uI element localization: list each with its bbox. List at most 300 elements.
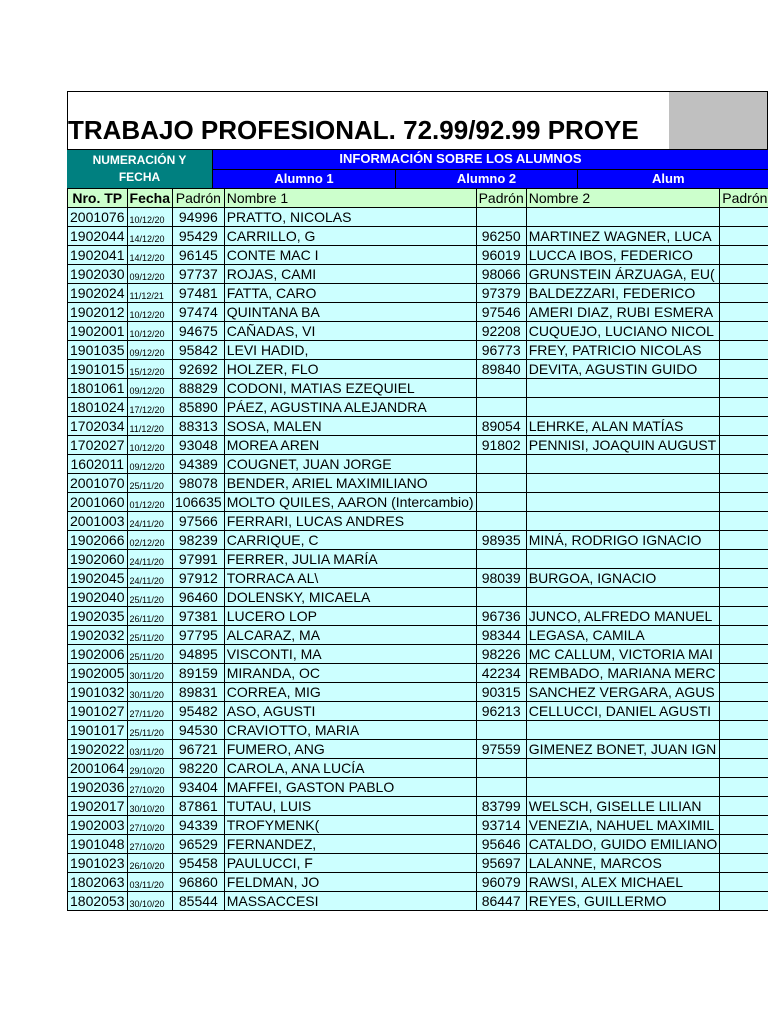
cell-nro-tp: 1902040 <box>68 588 128 607</box>
cell-nombre-1-text: CORREA, MIG <box>226 684 321 700</box>
cell-padron-1: 98239 <box>172 531 224 550</box>
cell-nombre-2 <box>526 683 720 702</box>
col-fecha: Fecha <box>127 189 172 208</box>
cell-nombre-1 <box>224 265 476 284</box>
cell-nombre-2 <box>526 265 720 284</box>
cell-padron-1: 95842 <box>172 341 224 360</box>
table-row <box>68 664 768 683</box>
cell-fecha: 09/12/20 <box>127 265 172 284</box>
cell-padron-3 <box>720 702 768 721</box>
cell-nombre-1 <box>224 322 476 341</box>
cell-padron-1: 96721 <box>172 740 224 759</box>
cell-padron-1: 97737 <box>172 265 224 284</box>
cell-padron-3 <box>720 417 768 436</box>
cell-nombre-2 <box>526 835 720 854</box>
cell-padron-1: 89831 <box>172 683 224 702</box>
table-row <box>68 645 768 664</box>
cell-nro-tp: 1801024 <box>68 398 128 417</box>
cell-padron-2 <box>476 759 526 778</box>
cell-nombre-2 <box>526 702 720 721</box>
cell-padron-3 <box>720 645 768 664</box>
col-nombre-2: Nombre 2 <box>526 189 720 208</box>
cell-padron-3 <box>720 873 768 892</box>
cell-padron-1: 88313 <box>172 417 224 436</box>
cell-nombre-2 <box>526 284 720 303</box>
cell-nombre-1 <box>224 227 476 246</box>
cell-padron-1: 87861 <box>172 797 224 816</box>
table-row <box>68 702 768 721</box>
cell-nombre-1 <box>224 645 476 664</box>
cell-nombre-2-text: CUQUEJO, LUCIANO NICOL <box>528 323 714 339</box>
cell-nombre-2 <box>526 379 720 398</box>
table-row <box>68 531 768 550</box>
cell-fecha: 10/12/20 <box>127 303 172 322</box>
cell-nombre-1 <box>224 892 476 911</box>
cell-padron-3 <box>720 759 768 778</box>
table-row <box>68 379 768 398</box>
cell-nro-tp: 1902041 <box>68 246 128 265</box>
cell-padron-1: 97991 <box>172 550 224 569</box>
cell-padron-1: 95482 <box>172 702 224 721</box>
cell-padron-2: 90315 <box>476 683 526 702</box>
cell-fecha: 24/11/20 <box>127 569 172 588</box>
cell-fecha: 10/12/20 <box>127 322 172 341</box>
cell-nro-tp: 1902045 <box>68 569 128 588</box>
cell-padron-3 <box>720 854 768 873</box>
column-header-row <box>68 189 768 208</box>
spreadsheet <box>67 91 768 928</box>
cell-nro-tp: 1902012 <box>68 303 128 322</box>
cell-padron-3 <box>720 588 768 607</box>
cell-fecha: 01/12/20 <box>127 493 172 512</box>
cell-nombre-1 <box>224 417 476 436</box>
cell-nombre-1-text: TORRACA AL\ <box>226 570 319 586</box>
cell-padron-2: 86447 <box>476 892 526 911</box>
cell-nombre-2 <box>526 455 720 474</box>
cell-nombre-2 <box>526 588 720 607</box>
table-row <box>68 474 768 493</box>
cell-fecha: 11/12/20 <box>127 417 172 436</box>
cell-padron-3 <box>720 246 768 265</box>
cell-nombre-2-text: MARTINEZ WAGNER, LUCA <box>528 228 712 244</box>
cell-nro-tp: 1902030 <box>68 265 128 284</box>
header-alumno-3: Alum <box>578 169 768 188</box>
cell-nombre-2 <box>526 512 720 531</box>
cell-nombre-1-text: SOSA, MALEN <box>226 418 322 434</box>
cell-padron-1: 85544 <box>172 892 224 911</box>
cell-nombre-1 <box>224 759 476 778</box>
cell-nombre-1-text: CRAVIOTTO, MARIA <box>226 722 360 738</box>
cell-nro-tp: 1902022 <box>68 740 128 759</box>
cell-nombre-2-text: PENNISI, JOAQUIN AUGUST <box>528 437 717 453</box>
cell-nro-tp: 1902017 <box>68 797 128 816</box>
cell-nro-tp: 1902001 <box>68 322 128 341</box>
cell-nombre-1-text: MOREA AREN <box>226 437 320 453</box>
cell-nombre-2-text: JUNCO, ALFREDO MANUEL <box>528 608 713 624</box>
cell-nombre-2-text: REMBADO, MARIANA MERC <box>528 665 716 681</box>
cell-nombre-2-text: LALANNE, MARCOS <box>528 855 662 871</box>
cell-padron-1: 97912 <box>172 569 224 588</box>
cell-padron-1: 97566 <box>172 512 224 531</box>
cell-padron-2: 95646 <box>476 835 526 854</box>
cell-fecha: 25/11/20 <box>127 721 172 740</box>
cell-padron-2: 96019 <box>476 246 526 265</box>
cell-nombre-2-text: SANCHEZ VERGARA, AGUS <box>528 684 715 700</box>
cell-nro-tp: 2001003 <box>68 512 128 531</box>
cell-padron-3 <box>720 265 768 284</box>
cell-nombre-2 <box>526 664 720 683</box>
cell-nombre-1 <box>224 512 476 531</box>
cell-nombre-1-text: CAÑADAS, VI <box>226 323 316 339</box>
cell-nombre-1-text: BENDER, ARIEL MAXIMILIANO <box>226 475 428 491</box>
header-numeracion: NUMERACIÓN Y FECHA <box>67 150 213 188</box>
cell-nro-tp: 2001064 <box>68 759 128 778</box>
cell-nombre-2 <box>526 322 720 341</box>
cell-padron-2 <box>476 398 526 417</box>
cell-nro-tp: 1702027 <box>68 436 128 455</box>
cell-padron-3 <box>720 816 768 835</box>
cell-fecha: 27/10/20 <box>127 835 172 854</box>
cell-nombre-2-text: AMERI DIAZ, RUBI ESMERA <box>528 304 714 320</box>
cell-nombre-2 <box>526 873 720 892</box>
cell-nombre-1-text: ROJAS, CAMI <box>226 266 317 282</box>
cell-nombre-1 <box>224 569 476 588</box>
cell-nombre-1-text: CODONI, MATIAS EZEQUIEL <box>226 380 415 396</box>
cell-nombre-1-text: CONTE MAC I <box>226 247 319 263</box>
cell-nombre-1 <box>224 797 476 816</box>
cell-nro-tp: 1902005 <box>68 664 128 683</box>
table-row <box>68 227 768 246</box>
cell-nro-tp: 1902024 <box>68 284 128 303</box>
cell-padron-2 <box>476 550 526 569</box>
cell-fecha: 09/12/20 <box>127 341 172 360</box>
cell-padron-3 <box>720 892 768 911</box>
cell-nro-tp: 1901035 <box>68 341 128 360</box>
cell-nombre-1 <box>224 854 476 873</box>
cell-padron-2: 83799 <box>476 797 526 816</box>
cell-nombre-1-text: COUGNET, JUAN JORGE <box>226 456 392 472</box>
cell-nombre-1 <box>224 303 476 322</box>
cell-nombre-2-text: LEHRKE, ALAN MATÍAS <box>528 418 684 434</box>
cell-fecha: 14/12/20 <box>127 227 172 246</box>
cell-nombre-2 <box>526 531 720 550</box>
table-row <box>68 360 768 379</box>
cell-padron-3 <box>720 797 768 816</box>
cell-fecha: 02/12/20 <box>127 531 172 550</box>
cell-nombre-2 <box>526 569 720 588</box>
cell-fecha: 10/12/20 <box>127 208 172 227</box>
cell-nro-tp: 1902035 <box>68 607 128 626</box>
cell-nombre-1-text: CARRILLO, G <box>226 228 316 244</box>
cell-nombre-2 <box>526 854 720 873</box>
table-row <box>68 417 768 436</box>
cell-nombre-1 <box>224 588 476 607</box>
cell-nombre-2 <box>526 778 720 797</box>
cell-padron-1: 97381 <box>172 607 224 626</box>
cell-nro-tp: 1902032 <box>68 626 128 645</box>
table-row <box>68 550 768 569</box>
cell-nombre-2 <box>526 417 720 436</box>
cell-nombre-2 <box>526 740 720 759</box>
cell-padron-2 <box>476 493 526 512</box>
cell-nombre-1 <box>224 341 476 360</box>
cell-padron-2: 91802 <box>476 436 526 455</box>
cell-nombre-2 <box>526 474 720 493</box>
cell-nombre-2-text: MINÁ, RODRIGO IGNACIO <box>528 532 702 548</box>
cell-padron-3 <box>720 626 768 645</box>
table-row <box>68 854 768 873</box>
cell-fecha: 25/11/20 <box>127 588 172 607</box>
table-row <box>68 892 768 911</box>
cell-nombre-1 <box>224 702 476 721</box>
cell-padron-3 <box>720 607 768 626</box>
cell-padron-2: 96250 <box>476 227 526 246</box>
table-row <box>68 588 768 607</box>
table-row <box>68 683 768 702</box>
cell-padron-3 <box>720 778 768 797</box>
cell-nombre-2 <box>526 550 720 569</box>
cell-nombre-2-text: WELSCH, GISELLE LILIAN <box>528 798 702 814</box>
cell-padron-2 <box>476 208 526 227</box>
cell-padron-1: 98078 <box>172 474 224 493</box>
cell-padron-1: 94389 <box>172 455 224 474</box>
cell-nro-tp: 1602011 <box>68 455 128 474</box>
cell-nombre-1-text: MAFFEI, GASTON PABLO <box>226 779 395 795</box>
cell-nombre-1 <box>224 398 476 417</box>
cell-fecha: 03/11/20 <box>127 873 172 892</box>
cell-nro-tp: 1901032 <box>68 683 128 702</box>
table-row <box>68 873 768 892</box>
cell-fecha: 26/11/20 <box>127 607 172 626</box>
cell-nombre-1-text: PÁEZ, AGUSTINA ALEJANDRA <box>226 399 427 415</box>
cell-padron-1: 96529 <box>172 835 224 854</box>
cell-fecha: 17/12/20 <box>127 398 172 417</box>
cell-nombre-1-text: HOLZER, FLO <box>226 361 319 377</box>
cell-padron-1: 94530 <box>172 721 224 740</box>
cell-fecha: 30/10/20 <box>127 797 172 816</box>
cell-fecha: 24/11/20 <box>127 512 172 531</box>
cell-fecha: 30/11/20 <box>127 664 172 683</box>
cell-nombre-2 <box>526 797 720 816</box>
cell-nombre-2-text: LEGASA, CAMILA <box>528 627 645 643</box>
cell-nombre-2-text: DEVITA, AGUSTIN GUIDO <box>528 361 698 377</box>
cell-padron-1: 85890 <box>172 398 224 417</box>
cell-nro-tp: 1702034 <box>68 417 128 436</box>
table-row <box>68 607 768 626</box>
cell-padron-3 <box>720 531 768 550</box>
cell-nombre-1-text: MIRANDA, OC <box>226 665 321 681</box>
cell-fecha: 30/11/20 <box>127 683 172 702</box>
cell-padron-3 <box>720 664 768 683</box>
cell-padron-2: 98066 <box>476 265 526 284</box>
cell-nombre-2 <box>526 246 720 265</box>
table-row <box>68 303 768 322</box>
cell-padron-1: 96145 <box>172 246 224 265</box>
cell-padron-2 <box>476 474 526 493</box>
cell-fecha: 27/11/20 <box>127 702 172 721</box>
cell-nro-tp: 1801061 <box>68 379 128 398</box>
cell-nombre-2 <box>526 816 720 835</box>
cell-padron-2: 97546 <box>476 303 526 322</box>
table-row <box>68 512 768 531</box>
cell-nombre-2-text: FREY, PATRICIO NICOLAS <box>528 342 702 358</box>
cell-nro-tp: 1802053 <box>68 892 128 911</box>
cell-nombre-2 <box>526 607 720 626</box>
header-alumno-1: Alumno 1 <box>213 169 396 188</box>
cell-padron-1: 97474 <box>172 303 224 322</box>
cell-nro-tp: 2001060 <box>68 493 128 512</box>
cell-padron-2: 98935 <box>476 531 526 550</box>
cell-padron-3 <box>720 474 768 493</box>
cell-nombre-1-text: FERNANDEZ, <box>226 836 317 852</box>
cell-nombre-2 <box>526 759 720 778</box>
cell-padron-1: 88829 <box>172 379 224 398</box>
cell-nombre-1 <box>224 607 476 626</box>
cell-nro-tp: 1802063 <box>68 873 128 892</box>
cell-nombre-2-text: VENEZIA, NAHUEL MAXIMIL <box>528 817 715 833</box>
cell-fecha: 25/11/20 <box>127 474 172 493</box>
cell-fecha: 29/10/20 <box>127 759 172 778</box>
cell-padron-1: 94895 <box>172 645 224 664</box>
cell-nombre-2 <box>526 360 720 379</box>
cell-nombre-1-text: TROFYMENK( <box>226 817 320 833</box>
cell-nro-tp: 1902060 <box>68 550 128 569</box>
cell-nombre-1 <box>224 360 476 379</box>
cell-nombre-1 <box>224 721 476 740</box>
cell-padron-2: 98039 <box>476 569 526 588</box>
cell-padron-2: 89840 <box>476 360 526 379</box>
cell-nombre-2 <box>526 721 720 740</box>
cell-fecha: 25/11/20 <box>127 645 172 664</box>
table-row <box>68 740 768 759</box>
cell-nombre-1 <box>224 835 476 854</box>
cell-padron-2 <box>476 379 526 398</box>
cell-nombre-1-text: CAROLA, ANA LUCÍA <box>226 760 365 776</box>
cell-padron-3 <box>720 341 768 360</box>
cell-padron-2 <box>476 778 526 797</box>
cell-nombre-1 <box>224 873 476 892</box>
col-padron-1: Padrón <box>172 189 224 208</box>
cell-padron-2: 93714 <box>476 816 526 835</box>
table-row <box>68 455 768 474</box>
cell-padron-3 <box>720 721 768 740</box>
table-row <box>68 626 768 645</box>
cell-nombre-2 <box>526 493 720 512</box>
cell-padron-1: 96460 <box>172 588 224 607</box>
cell-nombre-1 <box>224 550 476 569</box>
cell-nombre-2 <box>526 398 720 417</box>
table-row <box>68 816 768 835</box>
cell-padron-1: 94996 <box>172 208 224 227</box>
cell-nombre-2 <box>526 436 720 455</box>
cell-nro-tp: 1902066 <box>68 531 128 550</box>
cell-nombre-1-text: MOLTO QUILES, AARON (Intercambio) <box>226 494 474 510</box>
cell-padron-2: 96213 <box>476 702 526 721</box>
col-nombre-1: Nombre 1 <box>224 189 476 208</box>
cell-fecha: 24/11/20 <box>127 550 172 569</box>
cell-nro-tp: 1902003 <box>68 816 128 835</box>
cell-padron-3 <box>720 303 768 322</box>
cell-nombre-2 <box>526 227 720 246</box>
table-row <box>68 246 768 265</box>
cell-padron-1: 93048 <box>172 436 224 455</box>
cell-nombre-1-text: ASO, AGUSTI <box>226 703 316 719</box>
cell-fecha: 25/11/20 <box>127 626 172 645</box>
cell-padron-3 <box>720 740 768 759</box>
table-row <box>68 493 768 512</box>
cell-padron-2: 98344 <box>476 626 526 645</box>
table-row <box>68 322 768 341</box>
cell-padron-3 <box>720 208 768 227</box>
cell-padron-2 <box>476 588 526 607</box>
cell-padron-1: 95458 <box>172 854 224 873</box>
cell-nombre-2-text: GIMENEZ BONET, JUAN IGN <box>528 741 717 757</box>
cell-nombre-2-text: GRUNSTEIN ÁRZUAGA, EU( <box>528 266 715 282</box>
cell-padron-3 <box>720 360 768 379</box>
cell-padron-3 <box>720 284 768 303</box>
cell-padron-1: 96860 <box>172 873 224 892</box>
title-row <box>67 91 768 150</box>
cell-padron-1: 106635 <box>172 493 224 512</box>
page-title: TRABAJO PROFESIONAL. 72.99/92.99 PROYE <box>68 115 639 145</box>
cell-fecha: 30/10/20 <box>127 892 172 911</box>
cell-padron-2: 92208 <box>476 322 526 341</box>
col-padron-3: Padrón <box>720 189 768 208</box>
cell-padron-2 <box>476 721 526 740</box>
cell-nro-tp: 1902044 <box>68 227 128 246</box>
cell-nro-tp: 2001076 <box>68 208 128 227</box>
cell-nombre-1 <box>224 531 476 550</box>
header-info-alumnos: INFORMACIÓN SOBRE LOS ALUMNOS <box>213 150 768 170</box>
cell-nombre-1 <box>224 208 476 227</box>
cell-nro-tp: 1901017 <box>68 721 128 740</box>
cell-padron-3 <box>720 550 768 569</box>
cell-padron-2 <box>476 512 526 531</box>
cell-nombre-1 <box>224 493 476 512</box>
cell-padron-3 <box>720 322 768 341</box>
cell-nombre-2-text: REYES, GUILLERMO <box>528 893 667 909</box>
alumnos-table <box>67 188 768 911</box>
cell-padron-2: 96079 <box>476 873 526 892</box>
table-row <box>68 284 768 303</box>
cell-padron-3 <box>720 493 768 512</box>
cell-nombre-2-text: BALDEZZARI, FEDERICO <box>528 285 696 301</box>
cell-nombre-1-text: FUMERO, ANG <box>226 741 325 757</box>
cell-nombre-1-text: VISCONTI, MA <box>226 646 322 662</box>
cell-nombre-1-text: PAULUCCI, F <box>226 855 313 871</box>
table-row <box>68 797 768 816</box>
cell-nombre-1-text: ALCARAZ, MA <box>226 627 321 643</box>
cell-nombre-2-text: MC CALLUM, VICTORIA MAI <box>528 646 713 662</box>
cell-nombre-2 <box>526 341 720 360</box>
cell-nombre-2-text: BURGOA, IGNACIO <box>528 570 657 586</box>
col-padron-2: Padrón <box>476 189 526 208</box>
cell-nombre-1 <box>224 664 476 683</box>
cell-padron-2: 97559 <box>476 740 526 759</box>
cell-nombre-1-text: DOLENSKY, MICAELA <box>226 589 371 605</box>
table-row <box>68 398 768 417</box>
table-row <box>68 721 768 740</box>
cell-fecha: 09/12/20 <box>127 379 172 398</box>
cell-nombre-1 <box>224 284 476 303</box>
cell-nombre-2-text: RAWSI, ALEX MICHAEL <box>528 874 684 890</box>
cell-fecha: 27/10/20 <box>127 778 172 797</box>
cell-nombre-1 <box>224 626 476 645</box>
cell-nombre-1-text: CARRIQUE, C <box>226 532 319 548</box>
cell-fecha: 14/12/20 <box>127 246 172 265</box>
cell-padron-3 <box>720 569 768 588</box>
cell-nombre-2-text: LUCCA IBOS, FEDERICO <box>528 247 693 263</box>
